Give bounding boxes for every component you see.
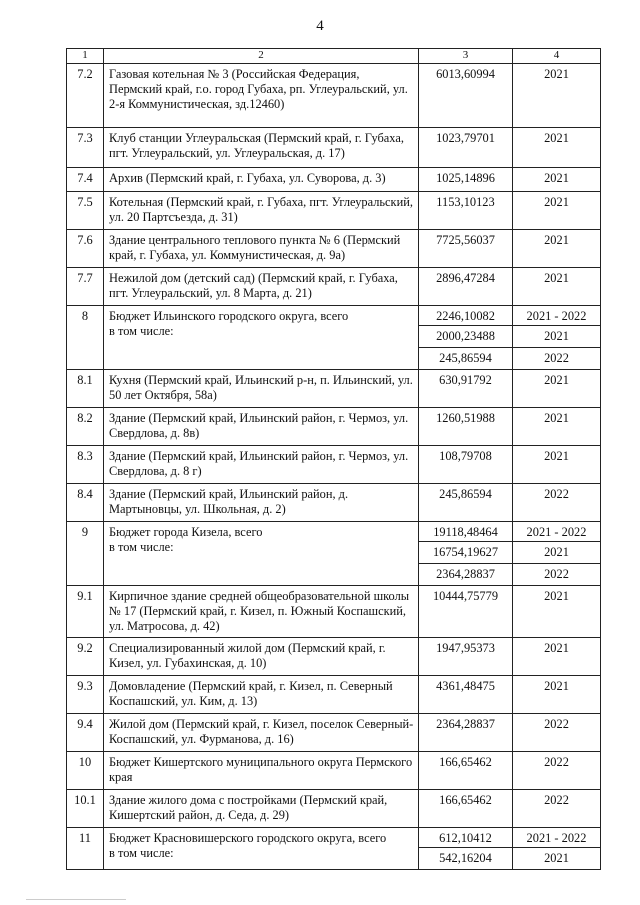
header-col-1: 1 bbox=[67, 49, 104, 64]
object-name: Кухня (Пермский край, Ильинский р-н, п. Ильинский, ул. 50 лет Октября, 58а) bbox=[104, 370, 419, 408]
object-name: Здание жилого дома с постройками (Пермский край, Кишертский район, д. Седа, д. 29) bbox=[104, 790, 419, 828]
object-name: Клуб станции Углеуральская (Пермский край, г. Губаха, пгт. Углеуральский, ул. Углеуральская, д. 17) bbox=[104, 128, 419, 168]
row-number: 7.3 bbox=[67, 128, 104, 168]
table-header-row bbox=[67, 49, 601, 64]
amount-value: 2896,47284 bbox=[419, 268, 513, 306]
object-name: Кирпичное здание средней общеобразовательной школы № 17 (Пермский край, г. Кизел, п. Южный Коспашский, ул. Матросова, д. 42) bbox=[104, 586, 419, 638]
row-number: 7.7 bbox=[67, 268, 104, 306]
row-number: 8.1 bbox=[67, 370, 104, 408]
amount-value: 1260,51988 bbox=[419, 408, 513, 446]
year-value: 2021 bbox=[513, 408, 601, 446]
amount-value: 630,91792 bbox=[419, 370, 513, 408]
amount-value: 10444,75779 bbox=[419, 586, 513, 638]
object-name: Нежилой дом (детский сад) (Пермский край, г. Губаха, пгт. Углеуральский, ул. 8 Марта, д. 21) bbox=[104, 268, 419, 306]
amount-value: 1023,79701 bbox=[419, 128, 513, 168]
table-row bbox=[67, 446, 601, 484]
table-row bbox=[67, 484, 601, 522]
table-row bbox=[67, 638, 601, 676]
group-title: Бюджет Красновишерского городского округа, всего bbox=[109, 831, 387, 845]
year-value: 2021 bbox=[513, 848, 601, 870]
row-number: 10 bbox=[67, 752, 104, 790]
table-row bbox=[67, 306, 601, 326]
row-number: 7.5 bbox=[67, 192, 104, 230]
year-value: 2022 bbox=[513, 752, 601, 790]
amount-value: 7725,56037 bbox=[419, 230, 513, 268]
table-row bbox=[67, 790, 601, 828]
table-row bbox=[67, 268, 601, 306]
year-value: 2021 bbox=[513, 64, 601, 128]
year-value: 2021 bbox=[513, 638, 601, 676]
table-row bbox=[67, 64, 601, 128]
row-number: 9.2 bbox=[67, 638, 104, 676]
year-value: 2021 - 2022 bbox=[513, 522, 601, 542]
row-number: 11 bbox=[67, 828, 104, 870]
year-value: 2022 bbox=[513, 714, 601, 752]
object-name: Бюджет Кишертского муниципального округа Пермского края bbox=[104, 752, 419, 790]
header-col-4: 4 bbox=[513, 49, 601, 64]
object-name: Здание (Пермский край, Ильинский район, г. Чермоз, ул. Свердлова, д. 8в) bbox=[104, 408, 419, 446]
amount-value: 2246,10082 bbox=[419, 306, 513, 326]
header-col-3: 3 bbox=[419, 49, 513, 64]
row-number: 8.4 bbox=[67, 484, 104, 522]
group-title: Бюджет Ильинского городского округа, всего bbox=[109, 309, 349, 323]
table-row bbox=[67, 230, 601, 268]
amount-value: 245,86594 bbox=[419, 348, 513, 370]
table-row bbox=[67, 408, 601, 446]
table-row bbox=[67, 168, 601, 192]
amount-value: 1947,95373 bbox=[419, 638, 513, 676]
year-value: 2022 bbox=[513, 348, 601, 370]
table-row bbox=[67, 192, 601, 230]
group-subtitle: в том числе: bbox=[109, 324, 174, 338]
amount-value: 166,65462 bbox=[419, 790, 513, 828]
year-value: 2021 bbox=[513, 676, 601, 714]
object-name: Жилой дом (Пермский край, г. Кизел, поселок Северный-Коспашский, ул. Фурманова, д. 16) bbox=[104, 714, 419, 752]
amount-value: 19118,48464 bbox=[419, 522, 513, 542]
table-row bbox=[67, 714, 601, 752]
group-title: Бюджет города Кизела, всего bbox=[109, 525, 263, 539]
object-name bbox=[104, 522, 419, 586]
year-value: 2021 bbox=[513, 586, 601, 638]
amount-value: 16754,19627 bbox=[419, 542, 513, 564]
object-name: Здание (Пермский край, Ильинский район, д. Мартыновцы, ул. Школьная, д. 2) bbox=[104, 484, 419, 522]
year-value: 2021 bbox=[513, 192, 601, 230]
object-name: Домовладение (Пермский край, г. Кизел, п. Северный Коспашский, ул. Ким, д. 13) bbox=[104, 676, 419, 714]
group-subtitle: в том числе: bbox=[109, 846, 174, 860]
year-value: 2021 - 2022 bbox=[513, 828, 601, 848]
page-number: 4 bbox=[316, 18, 324, 34]
amount-value: 2364,28837 bbox=[419, 714, 513, 752]
header-col-2: 2 bbox=[104, 49, 419, 64]
row-number: 8 bbox=[67, 306, 104, 370]
amount-value: 1153,10123 bbox=[419, 192, 513, 230]
row-number: 9 bbox=[67, 522, 104, 586]
row-number: 8.3 bbox=[67, 446, 104, 484]
year-value: 2021 bbox=[513, 370, 601, 408]
amount-value: 1025,14896 bbox=[419, 168, 513, 192]
group-subtitle: в том числе: bbox=[109, 540, 174, 554]
row-number: 9.4 bbox=[67, 714, 104, 752]
table-row bbox=[67, 828, 601, 848]
table-row bbox=[67, 522, 601, 542]
object-name: Здание центрального теплового пункта № 6 (Пермский край, г. Губаха, ул. Коммунистическая, д. 9а) bbox=[104, 230, 419, 268]
row-number: 10.1 bbox=[67, 790, 104, 828]
table-row bbox=[67, 128, 601, 168]
year-value: 2021 bbox=[513, 326, 601, 348]
amount-value: 108,79708 bbox=[419, 446, 513, 484]
table-row bbox=[67, 752, 601, 790]
row-number: 7.2 bbox=[67, 64, 104, 128]
amount-value: 245,86594 bbox=[419, 484, 513, 522]
budget-table bbox=[66, 48, 601, 870]
year-value: 2021 bbox=[513, 542, 601, 564]
object-name: Газовая котельная № 3 (Российская Федерация, Пермский край, г.о. город Губаха, рп. Углеуральский, ул. 2-я Коммунистическая, зд.12460) bbox=[104, 64, 419, 128]
year-value: 2021 bbox=[513, 168, 601, 192]
row-number: 7.4 bbox=[67, 168, 104, 192]
amount-value: 542,16204 bbox=[419, 848, 513, 870]
year-value: 2021 bbox=[513, 128, 601, 168]
object-name bbox=[104, 828, 419, 870]
object-name: Здание (Пермский край, Ильинский район, г. Чермоз, ул. Свердлова, д. 8 г) bbox=[104, 446, 419, 484]
amount-value: 2364,28837 bbox=[419, 564, 513, 586]
amount-value: 166,65462 bbox=[419, 752, 513, 790]
amount-value: 4361,48475 bbox=[419, 676, 513, 714]
object-name: Архив (Пермский край, г. Губаха, ул. Суворова, д. 3) bbox=[104, 168, 419, 192]
year-value: 2022 bbox=[513, 564, 601, 586]
object-name: Котельная (Пермский край, г. Губаха, пгт. Углеуральский, ул. 20 Партсъезда, д. 31) bbox=[104, 192, 419, 230]
year-value: 2021 bbox=[513, 446, 601, 484]
object-name: Специализированный жилой дом (Пермский край, г. Кизел, ул. Губахинская, д. 10) bbox=[104, 638, 419, 676]
table-row bbox=[67, 370, 601, 408]
amount-value: 2000,23488 bbox=[419, 326, 513, 348]
row-number: 7.6 bbox=[67, 230, 104, 268]
year-value: 2022 bbox=[513, 790, 601, 828]
year-value: 2021 bbox=[513, 268, 601, 306]
year-value: 2021 bbox=[513, 230, 601, 268]
row-number: 8.2 bbox=[67, 408, 104, 446]
table-row bbox=[67, 676, 601, 714]
object-name bbox=[104, 306, 419, 370]
amount-value: 6013,60994 bbox=[419, 64, 513, 128]
row-number: 9.1 bbox=[67, 586, 104, 638]
row-number: 9.3 bbox=[67, 676, 104, 714]
year-value: 2021 - 2022 bbox=[513, 306, 601, 326]
scan-edge-mark bbox=[26, 899, 126, 900]
year-value: 2022 bbox=[513, 484, 601, 522]
table-row bbox=[67, 586, 601, 638]
amount-value: 612,10412 bbox=[419, 828, 513, 848]
